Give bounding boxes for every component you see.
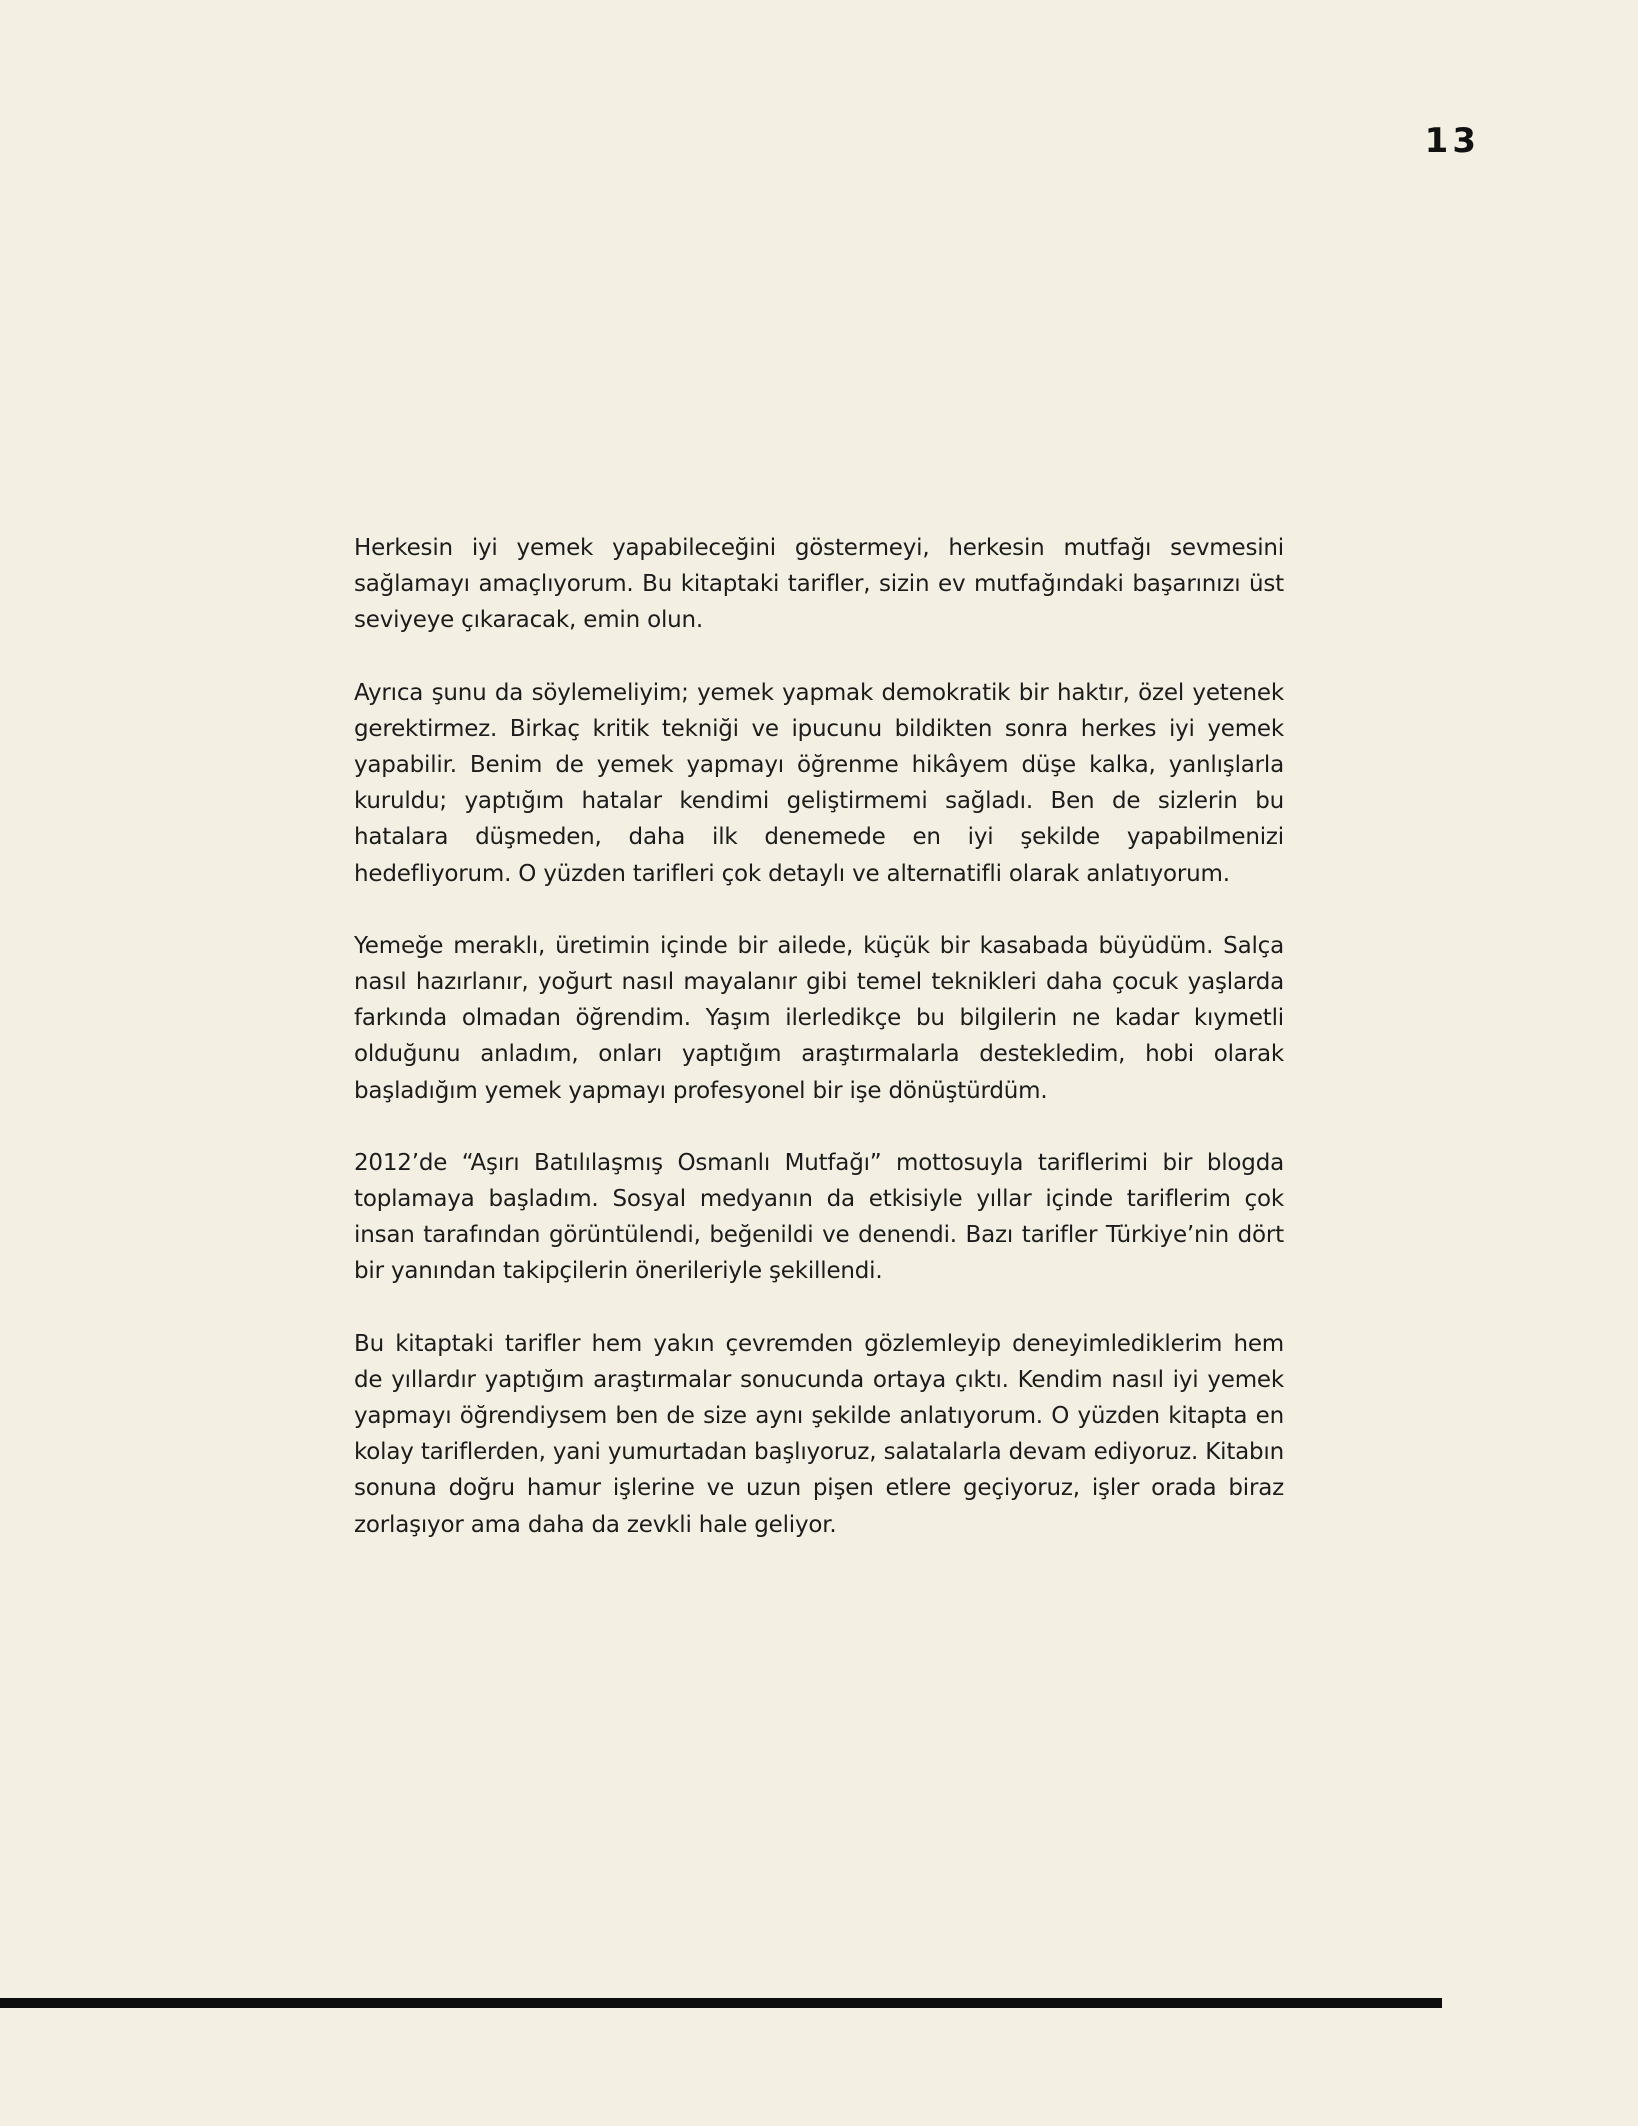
paragraph: Ayrıca şunu da söylemeliyim; yemek yapmak demokratik bir haktır, özel yetenek gerektirmez. Birkaç kritik tekniği ve ipucunu bildikten sonra herkes iyi yemek yapabilir. Benim de yemek yapmayı öğrenme hikâyem düşe kalka, yanlışlarla kuruldu; yaptığım hatalar kendimi geliştirmemi sağladı. Ben de sizlerin bu hatalara düşmeden, daha ilk denemede en iyi şekilde yapabilmenizi hedefliyorum. O yüzden tarifleri çok detaylı ve alternatifli olarak anlatıyorum.: [354, 679, 1284, 887]
paragraph: 2012’de “Aşırı Batılılaşmış Osmanlı Mutfağı” mottosuyla tariflerimi bir blogda toplamaya başladım. Sosyal medyanın da etkisiyle yıllar içinde tariflerim çok insan tarafından görüntülendi, beğenildi ve denendi. Bazı tarifler Türkiye’nin dört bir yanından takipçilerin önerileriyle şekillendi.: [354, 1149, 1284, 1285]
body-text: [354, 530, 1284, 1579]
paragraph: Yemeğe meraklı, üretimin içinde bir ailede, küçük bir kasabada büyüdüm. Salça nasıl hazırlanır, yoğurt nasıl mayalanır gibi temel teknikleri daha çocuk yaşlarda farkında olmadan öğrendim. Yaşım ilerledikçe bu bilgilerin ne kadar kıymetli olduğunu anladım, onları yaptığım araştırmalarla destekledim, hobi olarak başladığım yemek yapmayı profesyonel bir işe dönüştürdüm.: [354, 932, 1284, 1104]
bottom-rule: [0, 1998, 1442, 2008]
paragraph: Bu kitaptaki tarifler hem yakın çevremden gözlemleyip deneyimlediklerim hem de yıllardır yaptığım araştırmalar sonucunda ortaya çıktı. Kendim nasıl iyi yemek yapmayı öğrendiysem ben de size aynı şekilde anlatıyorum. O yüzden kitapta en kolay tariflerden, yani yumurtadan başlıyoruz, salatalarla devam ediyoruz. Kitabın sonuna doğru hamur işlerine ve uzun pişen etlere geçiyoruz, işler orada biraz zorlaşıyor ama daha da zevkli hale geliyor.: [354, 1330, 1284, 1538]
paragraph: Herkesin iyi yemek yapabileceğini göstermeyi, herkesin mutfağı sevmesini sağlamayı amaçlıyorum. Bu kitaptaki tarifler, sizin ev mutfağındaki başarınızı üst seviyeye çıkaracak, emin olun.: [354, 535, 1284, 634]
page-number: 13: [1424, 121, 1480, 161]
